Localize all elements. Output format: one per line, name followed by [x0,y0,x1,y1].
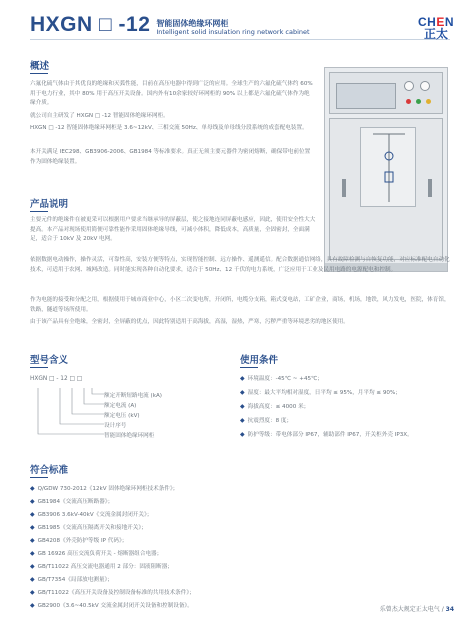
diamond-bullet-icon: ◆ [240,417,245,424]
overview-underline [30,73,48,74]
type-label: 额定电流 (A) [104,403,137,409]
cabinet-mimic-panel [360,127,416,207]
conditions-underline [240,367,258,368]
diamond-bullet-icon: ◆ [30,563,35,570]
overview-paragraph: HXGN □ -12 智能固体绝缘环网柜是 3.6~12kV、三相交流 50Hz、单母线及单母线分段系统的成套配电装置。 [30,125,308,131]
standard-item: ◆ GB2900《3.6~40.5kV 交流金属封闭开关设备和控制设备》。 [30,602,193,609]
cabinet-instrument-panel [329,72,443,114]
standard-item: ◆ GB/T11022《高压开关设备及控制设备标准的共用技术条件》； [30,589,195,596]
title-cn: 智能固体绝缘环网柜 [156,19,229,28]
type-code-string: HXGN □ - 12 □ □ [30,376,83,382]
diamond-bullet-icon: ◆ [30,576,35,583]
indicator-lamp-icon [406,99,411,104]
diamond-bullet-icon: ◆ [240,389,245,396]
indicator-lamp-icon [416,99,421,104]
page-header [30,12,310,36]
brand-logo [416,16,456,42]
type-code-underline [30,367,48,368]
model-subtitle [156,19,309,36]
type-label: 设计序号 [104,423,127,429]
diamond-bullet-icon: ◆ [30,589,35,596]
indicator-lamp-icon [426,99,431,104]
header-divider [30,39,450,40]
features-title: 产品说明 [30,199,69,210]
overview-paragraph: 本开关满足 IEC298、GB3906-2006、GB1984 等标准要求。真正无须主要元器件为密闭熔断，确保带电前位置作为固体绝缘装置。 [30,149,311,165]
diamond-bullet-icon: ◆ [30,602,35,609]
overview-paragraph: 六氟化硫气体由于其优良的绝缘和灭弧性能，目前在高压电器中得到广泛的应用。全球生产的六氟化硫气体约 60% 用于电力行业，其中 80% 用于高压开关设备。国内外有10余家较好环网柜的 90% 以上都是六氟化硫气体作为绝缘介质。 [30,81,313,107]
diamond-bullet-icon: ◆ [30,485,35,492]
diamond-bullet-icon: ◆ [30,511,35,518]
diamond-bullet-icon: ◆ [240,431,245,438]
features-paragraph: 依据数据电动操作，操作灵活，可靠性高，安装方便等特点，实现智能控制、远方操作、遥测遥信。配合数据通信网络，具有故障检测与自恢复功能，对应标准配电自动化技术，可适用于农网、城网改造。同时能实现各种自动化要求，适合于 50Hz、12 千伏的电力系统，广泛应用于工业及民用电路的电源配电和控制。 [30,257,450,273]
diamond-bullet-icon: ◆ [240,375,245,382]
overview-paragraph: 就公司自主研发了 HXGN □ -12 智能固体绝缘环网柜。 [30,113,169,119]
meter-icon [420,81,430,91]
page-footer: 乐曾杰大规定正太电气 / 34 [379,606,454,613]
logo-text-en: CHEN [417,15,455,29]
standard-item: ◆ GB1984《交流高压断路器》； [30,498,114,505]
condition-item: ◆ 防护等级：带电体部分 IP67，辅助部件 IP67，开关柜外壳 IP3X。 [240,431,413,438]
door-handle-icon [342,179,346,197]
diamond-bullet-icon: ◆ [30,537,35,544]
features-paragraph: 由于该产品具有全绝缘，全密封，全屏蔽的优点，因此特别适用于高海拔，高湿，湿热，严寒，污秽严重等环境恶劣的地区使用。 [30,319,349,325]
diamond-bullet-icon: ◆ [30,524,35,531]
cabinet-door [329,118,443,260]
diamond-bullet-icon: ◆ [240,403,245,410]
standards-title: 符合标准 [30,465,69,476]
door-handle-icon [428,179,432,197]
standard-item: ◆ GB/T7354《局部放电测量》； [30,576,113,583]
type-label: 智能固体绝缘环网柜 [104,433,155,439]
conditions-title: 使用条件 [240,355,279,366]
features-paragraph: 作为电能的接受和分配之用，根据使用于城市商业中心，小区二次变电所，开闭所，电缆分支箱，箱式变电站，工矿企业，商场，机场，地铁，风力发电，医院，体育馆，铁路，隧道等场所使用。 [30,297,450,313]
features-underline [30,211,48,212]
type-label: 额定电压 (kV) [104,413,140,419]
standard-item: ◆ GB1985《交流高压隔离开关和接地开关》； [30,524,147,531]
condition-item: ◆ 湿度：最大平均相对湿度，日平均 ≤ 95%，月平均 ≤ 90%； [240,389,401,396]
cabinet-display [336,83,396,109]
page-number: 34 [445,606,454,613]
condition-item: ◆ 海拔高度：≤ 4000 米； [240,403,310,410]
standard-item: ◆ GB/T11022 高压交流电器通用 2 部分：固液阻断器； [30,563,173,570]
type-code-leader-lines [30,382,110,442]
logo-text-cn: 正太 [423,27,448,41]
type-code-title: 型号含义 [30,355,69,366]
standard-item: ◆ GB3906 3.6kV-40kV《交流金属封闭开关》； [30,511,153,518]
overview-title: 概述 [30,61,50,72]
diamond-bullet-icon: ◆ [30,498,35,505]
meter-icon [404,81,414,91]
type-label: 额定开断短路电流 (kA) [104,393,162,399]
model-title: HXGN □ -12 [30,13,151,36]
diamond-bullet-icon: ◆ [30,550,35,557]
standard-item: ◆ Q/GDW 730-2012《12kV 固体绝缘环网柜技术条件》； [30,485,179,492]
cabinet-image [324,67,448,272]
mimic-diagram-icon [361,128,417,208]
features-paragraph: 主要元件的绝缘件在被更采可以根据用户要求当继承导的屏蔽层，使之接地连同屏蔽电感应，因此，使用安全性大大提高。本产品对现场使用简便可靠性能作采用固体绝缘导线，可减小体积，降低成本，高质量，全固密封，全面满足，适合于 10kV 及 20kV 电网。 [30,217,316,243]
standards-underline [30,477,48,478]
title-en: Intelligent solid insulation ring network cabinet [156,28,310,36]
condition-item: ◆ 环境温度：-45℃ ~ +45℃； [240,375,323,382]
standard-item: ◆ GB 16926 高压交流负荷开关 - 熔断器组合电器； [30,550,163,557]
condition-item: ◆ 抗震烈度：8 度； [240,417,293,424]
standard-item: ◆ GB4208《外壳防护等级 IP 代码》； [30,537,128,544]
